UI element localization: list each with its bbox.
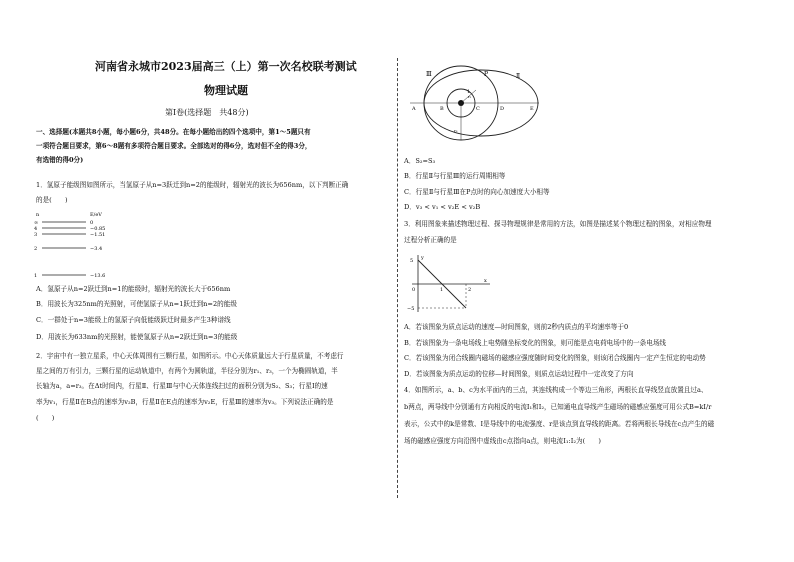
section-heading: 第Ⅰ卷(选择题 共48分)	[165, 108, 249, 117]
orbit-label-iii: Ⅲ	[426, 71, 432, 78]
energy-level-diagram	[30, 210, 140, 286]
y-x-graph	[404, 252, 494, 316]
orbit-point-e: E	[530, 106, 534, 112]
q2-line-5: ( )	[36, 414, 55, 422]
q1-option-a[interactable]: A．氢原子从n=2跃迁到n=1的能级时，辐射光的波长大于656nm	[36, 285, 231, 293]
level-infinity	[34, 220, 93, 226]
q1-option-b[interactable]: B．用波长为325nm的光照射，可使氢原子从n=1跃迁到n=2的能级	[36, 300, 237, 308]
q2-line-4: 率为v₁，行星Ⅱ在B点的速率为v₂B，行星Ⅱ在E点的速率为v₂E，行星Ⅲ的速率为v₃。下列说法正确的是	[36, 398, 334, 406]
orbit-diagram	[404, 60, 544, 150]
svg-text:∞: ∞	[34, 220, 39, 226]
instructions-line-3: 有选错的得0分)	[36, 156, 84, 164]
graph-tick-5: 5	[410, 258, 414, 264]
orbit-label-ii: Ⅱ	[516, 73, 521, 80]
q4-line-3: 表示，公式中的k是常数、I是导线中的电流强度、r是该点到直导线的距离。若将两根长导线在c点产生的磁	[404, 420, 715, 428]
graph-tick-2: 2	[468, 287, 472, 293]
exam-title: 河南省永城市2023届高三（上）第一次名校联考测试	[95, 60, 357, 73]
level-e-header: E/eV	[90, 212, 102, 218]
q2-line-3: 长轴为a，a=r₃。在Δt时间内，行星Ⅱ、行星Ⅲ与中心天体连线扫过的面积分别为S₂、S₃；行星Ⅰ的速	[36, 382, 328, 390]
svg-text:−0.85: −0.85	[90, 226, 106, 232]
q2-option-d[interactable]: D．v₃ < v₁ < v₂E < v₂B	[404, 203, 481, 211]
q3-option-c[interactable]: C．若该图象为闭合线圈内磁场的磁感应强度随时间变化的图象，则该闭合线圈内一定产生恒定的电动势	[404, 354, 706, 362]
q3-line-2: 过程分析正确的是	[404, 236, 457, 244]
level-1	[34, 273, 105, 279]
orbit-point-a: A	[412, 106, 416, 112]
q2-option-a[interactable]: A．S₂=S₃	[404, 157, 436, 165]
svg-text:−1.51: −1.51	[90, 232, 106, 238]
column-divider	[397, 58, 398, 498]
svg-text:2: 2	[34, 246, 38, 252]
q3-option-d[interactable]: D．若该图象为质点运动的位移—时间图象，则质点运动过程中一定改变了方向	[404, 370, 634, 378]
q1-stem-end: 的是( )	[36, 196, 68, 204]
q1-stem: 1．氢原子能级图如图所示，当氢原子从n=3跃迁到n=2的能级时，辐射光的波长为656nm，以下判断正确	[36, 181, 349, 189]
q1-option-c[interactable]: C．一群处于n=3能级上的氢原子向低能级跃迁时最多产生3种谱线	[36, 316, 231, 324]
orbit-point-b: B	[440, 106, 444, 112]
exam-subtitle: 物理试题	[204, 84, 248, 97]
q1-option-d[interactable]: D．用波长为633nm的光照射，能使氢原子从n=2跃迁到n=3的能级	[36, 333, 238, 341]
q2-option-c[interactable]: C．行星Ⅱ与行星Ⅲ在P点时的向心加速度大小相等	[404, 188, 550, 196]
svg-text:−13.6: −13.6	[90, 273, 106, 279]
svg-text:−3.4: −3.4	[90, 246, 103, 252]
level-3	[34, 232, 105, 238]
instructions-line-1: 一、选择题(本题共8小题，每小题6分，共48分。在每小题给出的四个选项中，第1～5题只有	[36, 128, 311, 136]
q2-option-b[interactable]: B．行星Ⅱ与行星Ⅲ的运行周期相等	[404, 172, 506, 180]
q3-option-a[interactable]: A．若该图象为质点运动的速度—时间图象，则前2秒内质点的平均速率等于0	[404, 323, 629, 331]
q2-line-1: 2．宇宙中有一独立星系，中心天体周围有三颗行星，如图所示。中心天体质量远大于行星质量，不考虑行	[36, 352, 344, 360]
orbit-point-c: C	[476, 106, 480, 112]
svg-text:3: 3	[34, 232, 38, 238]
q4-line-2: b两点，两导线中分别通有方向相反的电流I₁和I₂，已知通电直导线产生磁场的磁感应强度可用公式B=kI/r	[404, 403, 712, 411]
svg-text:0: 0	[90, 220, 94, 226]
orbit-point-d: D	[500, 106, 505, 112]
orbit-label-i: 1	[467, 89, 471, 95]
graph-tick-0: 0	[412, 287, 416, 293]
svg-text:4: 4	[34, 226, 38, 232]
graph-x-label: x	[484, 278, 487, 284]
svg-text:1: 1	[34, 273, 38, 279]
graph-tick-neg5: −5	[407, 306, 415, 312]
graph-y-label: y	[421, 255, 424, 261]
q3-option-b[interactable]: B．若该图象为一条电场线上电势随坐标变化的图象，则可能是点电荷电场中的一条电场线	[404, 339, 666, 347]
level-n-header: n	[36, 212, 40, 218]
orbit-radius-r1: r₁	[468, 94, 472, 99]
instructions-line-2: 一项符合题目要求，第6～8题有多项符合题目要求。全部选对的得6分，选对但不全的得3分，	[36, 142, 312, 150]
q3-line-1: 3．利用图象来描述物理过程、探寻物理规律是常用的方法，如图是描述某个物理过程的图象，对相应物理	[404, 220, 712, 228]
orbit-label-p: P	[484, 71, 489, 78]
q2-line-2: 星之间的万有引力，三颗行星的运动轨道中，有两个为圆轨道，半径分别为r₁、r₃，一个为椭圆轨道，半	[36, 367, 338, 375]
q4-line-4: 场的磁感应强度方向沿图中虚线由c点指向a点，则电流I₁:I₂为( )	[404, 437, 601, 445]
q4-line-1: 4．如图所示，a、b、c为水平面内的三点，其连线构成一个等边三角形，两根长直导线竖直放置且过a、	[404, 386, 708, 394]
level-2	[34, 246, 102, 252]
orbit-radius-r3: r₃	[454, 128, 458, 133]
graph-tick-1: 1	[440, 287, 444, 293]
